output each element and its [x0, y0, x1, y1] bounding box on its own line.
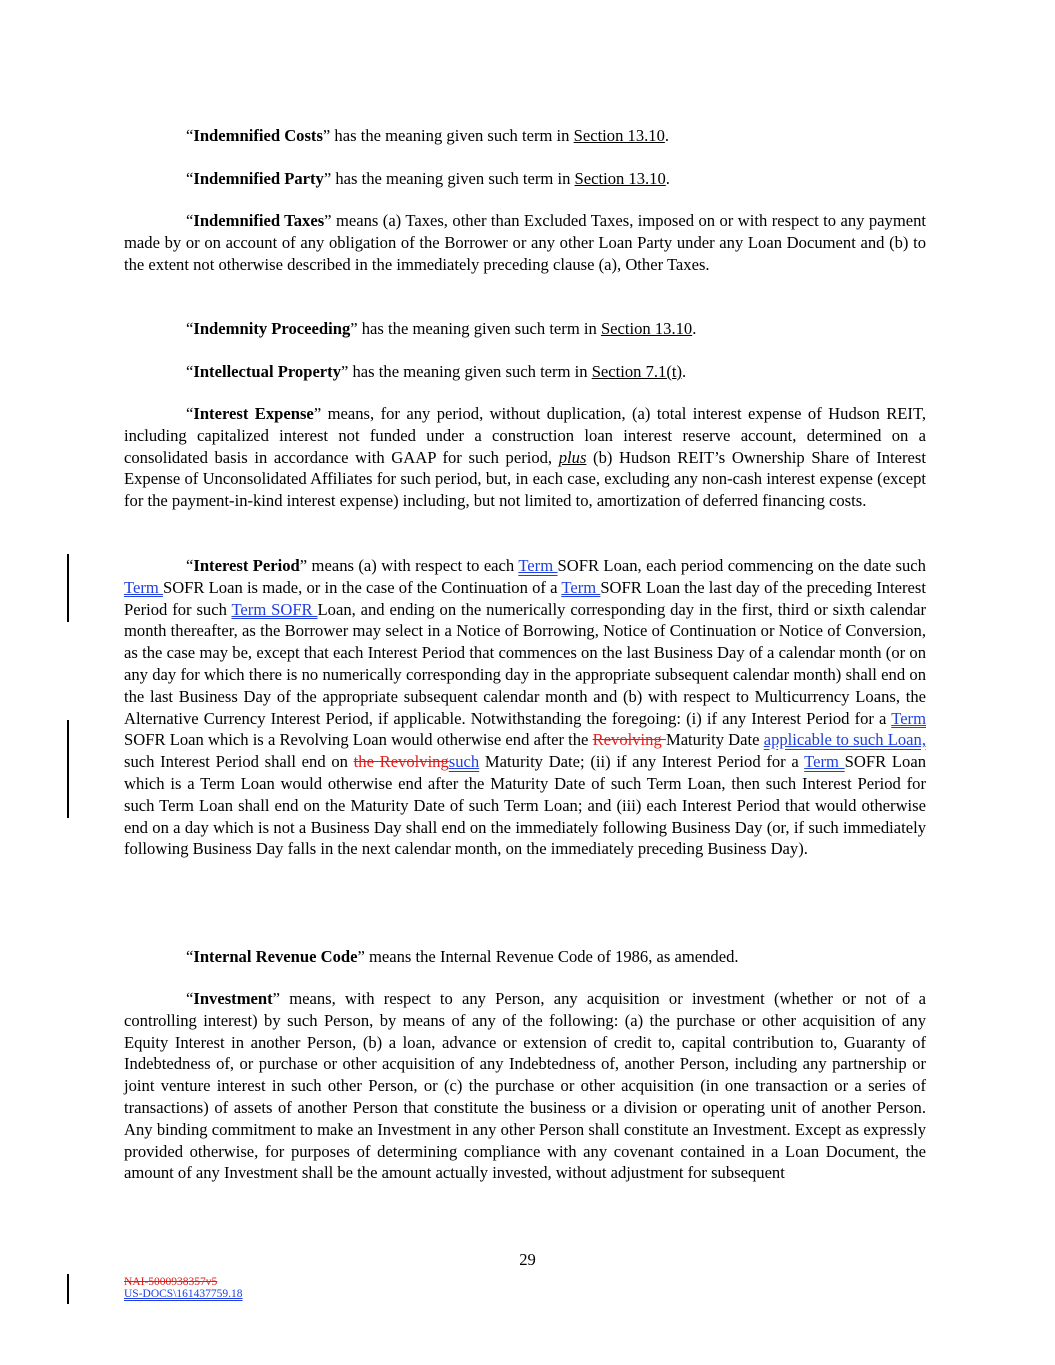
defined-term: Indemnified Taxes [193, 211, 325, 230]
defined-term: Intellectual Property [193, 362, 341, 381]
defined-term: Investment [193, 989, 273, 1008]
section-reference: Section 13.10 [600, 319, 693, 338]
inserted-text: Term [561, 577, 601, 597]
section-reference: Section 7.1(t) [591, 362, 683, 381]
inserted-text: Term [518, 556, 558, 575]
defined-term: Interest Period [193, 556, 300, 575]
change-bar [67, 720, 69, 818]
section-reference: Section 13.10 [573, 126, 665, 145]
definition-interest-expense: “Interest Expense” means, for any period, without duplication, (a) total interest expense of Hudson REIT, including capitalized interest not funded under a construction loan interest reserve account, determined on a consolidated basis in accordance with GAAP for such period, plus (b) Hudson REIT’s Ownership Share of Interest Expense of Unconsolidated Affiliates for such period, but, in each case, excluding any non-cash interest expense (except for the payment-in-kind interest expense) including, but not limited to, amortization of deferred financing costs. [124, 404, 927, 511]
section-reference: Section 13.10 [574, 169, 666, 188]
deleted-doc-id: NAI-5000938357v5 [124, 1276, 218, 1288]
defined-term: Indemnified Party [193, 169, 324, 188]
document-footer [124, 1276, 243, 1300]
definition-indemnified-taxes: “Indemnified Taxes” means (a) Taxes, other than Excluded Taxes, imposed on or with respect to any payment made by or on account of any obligation of the Borrower or any other Loan Party under any Loan Document and (b) to the extent not otherwise described in the immediately preceding clause (a), Other Taxes. [124, 211, 926, 274]
defined-term: Indemnity Proceeding [193, 319, 351, 338]
page-number: 29 [519, 1250, 536, 1269]
deleted-text: the Revolving [353, 752, 449, 772]
definition-investment: “Investment” means, with respect to any Person, any acquisition or investment (whether or not of a controlling interest) by such Person, by means of any of the following: (a) the purchase or other acquisition of any Equity Interest in another Person, (b) a loan, advance or extension of credit to, capital contribution to, Guaranty of Indebtedness of, or purchase or other acquisition of any Indebtedness of, another Person, including any partnership or joint venture interest in such other Person, or (c) the purchase or other acquisition (in one transaction or a series of transactions) of assets of another Person that constitute the business or a division or operating unit of another Person. Any binding commitment to make an Investment in any other Person shall constitute an Investment. Except as expressly provided otherwise, for purposes of determining compliance with any covenant contained in a Loan Document, the amount of any Investment shall be the amount actually invested, without adjustment for subsequent [124, 989, 926, 1183]
change-bar [67, 554, 69, 622]
definition-indemnified-party: “Indemnified Party” has the meaning given such term in Section 13.10. [186, 169, 670, 188]
change-bar [67, 1274, 69, 1304]
definition-intellectual-property: “Intellectual Property” has the meaning given such term in Section 7.1(t). [186, 362, 687, 381]
definition-indemnity-proceeding: “Indemnity Proceeding” has the meaning given such term in Section 13.10. [186, 319, 697, 338]
deleted-text: Revolving [592, 730, 666, 750]
defined-term: Internal Revenue Code [193, 947, 358, 966]
definition-internal-revenue-code: “Internal Revenue Code” means the Internal Revenue Code of 1986, as amended. [186, 947, 739, 966]
plus-emphasis: plus [558, 447, 587, 467]
inserted-text: such [448, 752, 480, 772]
inserted-text: applicable to such Loan, [763, 730, 926, 750]
inserted-text: Term [804, 752, 845, 772]
definition-interest-period: “Interest Period” means (a) with respect to each Term SOFR Loan, each period commencing on the date such Term SOFR Loan is made, or in the case of the Continuation of a Term SOFR Loan the last day of the preceding Interest Period for such Term SOFR Loan, and ending on the numerically corresponding day in the first, third or sixth calendar month thereafter, as the Borrower may select in a Notice of Borrowing, Notice of Continuation or Notice of Conversion, as the case may be, except that each Interest Period that commences on the last Business Day of a calendar month (or on any day for which there is no numerically corresponding day in the appropriate subsequent calendar month) shall end on the last Business Day of the appropriate subsequent calendar month and (b) with respect to Multicurrency Loans, the Alternative Currency Interest Period, if applicable. Notwithstanding the foregoing: (i) if any Interest Period for a Term SOFR Loan which is a Revolving Loan would otherwise end after the Revolving Maturity Date applicable to such Loan, such Interest Period shall end on the Revolvingsuch Maturity Date; (ii) if any Interest Period for a Term SOFR Loan which is a Term Loan would otherwise end after the Maturity Date of such Term Loan, then such Interest Period for such Term Loan shall end on the Maturity Date of such Term Loan; and (iii) each Interest Period that would otherwise end on a day which is not a Business Day shall end on the immediately following Business Day (or, if such immediately following Business Day falls in the next calendar month, on the immediately preceding Business Day). [124, 556, 926, 859]
inserted-text: Term [891, 708, 926, 728]
inserted-text: Term SOFR [231, 599, 318, 619]
defined-term: Interest Expense [193, 404, 314, 423]
inserted-doc-id: US-DOCS\161437759.18 [124, 1288, 243, 1300]
defined-term: Indemnified Costs [193, 126, 323, 145]
definition-indemnified-costs: “Indemnified Costs” has the meaning given such term in Section 13.10. [186, 126, 670, 145]
inserted-text: Term [124, 577, 163, 597]
